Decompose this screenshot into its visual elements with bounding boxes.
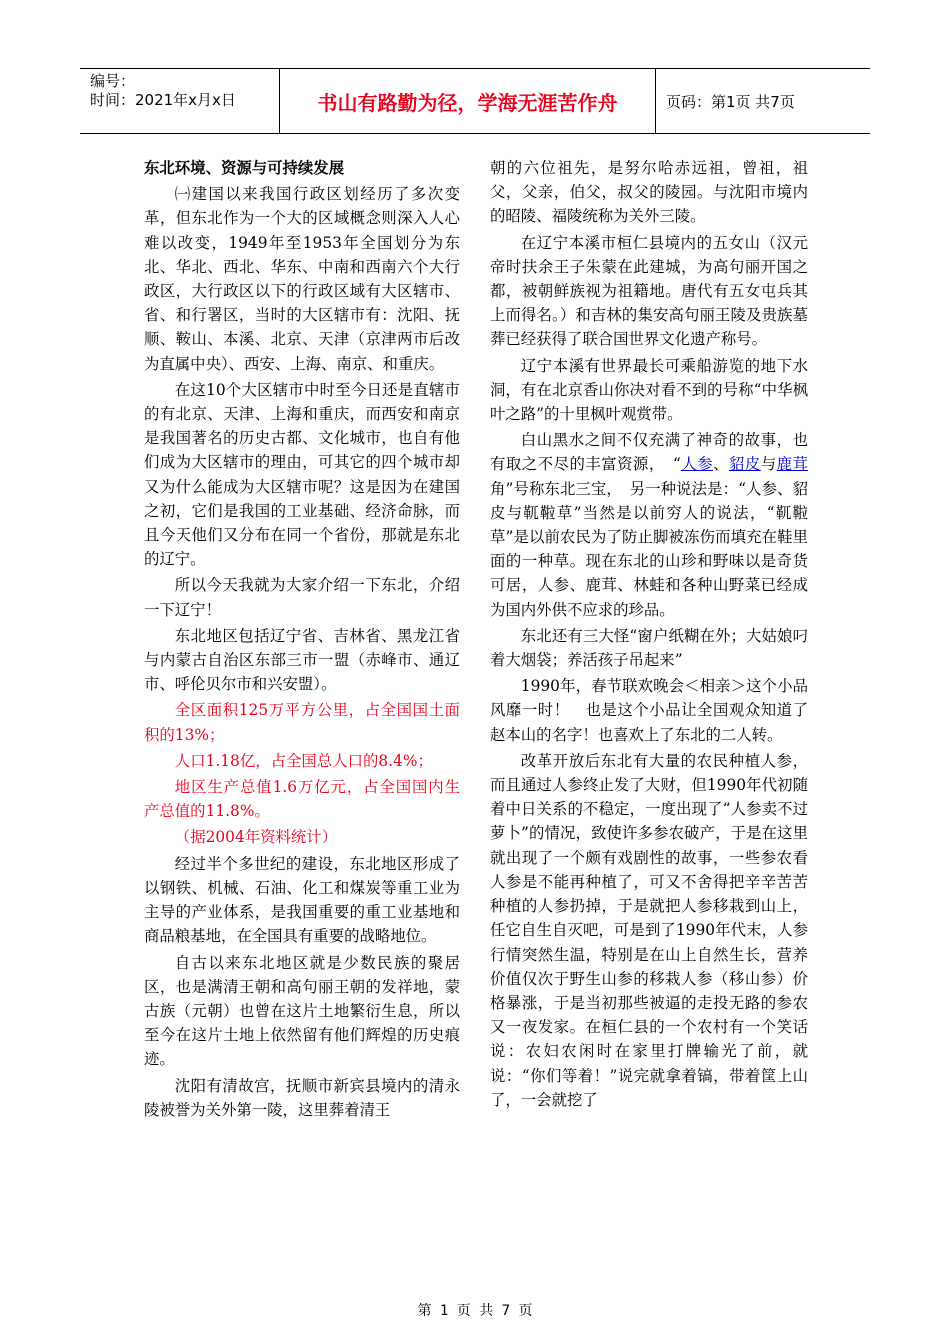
paragraph: 经过半个多世纪的建设，东北地区形成了以钢铁、机械、石油、化工和煤炭等重工业为主导的产业体系，是我国重要的重工业基地和商品粮基地，在全国具有重要的战略地位。: [144, 854, 460, 946]
paragraph: 所以今天我就为大家介绍一下东北，介绍一下辽宁！: [144, 576, 460, 619]
number-label: 编号：: [90, 72, 136, 90]
paragraph: 辽宁本溪有世界最长可乘船游览的地下水洞，有在北京香山你决对看不到的号称“中华枫叶之路”的十里枫叶观赏带。: [490, 356, 808, 424]
header-motto: 书山有路勤为径，学海无涯苦作舟: [280, 69, 656, 133]
text-run: 、: [713, 455, 729, 474]
text-run: 白山黑水之间不仅充满了神奇的故事，也有取之不尽的丰富资源， “: [490, 431, 808, 474]
link-ginseng[interactable]: 人参: [680, 455, 714, 474]
page-footer: 第 1 页 共 7 页: [417, 1303, 533, 1319]
article-title: 东北环境、资源与可持续发展: [144, 159, 345, 177]
paragraph: 东北地区包括辽宁省、吉林省、黑龙江省与内蒙古自治区东部三市一盟（赤峰市、通辽市、呼伦贝尔市和兴安盟）。: [144, 626, 460, 694]
header-meta: [80, 69, 280, 133]
paragraph: 在这10个大区辖市中时至今日还是直辖市的有北京、天津、上海和重庆，而西安和南京是我国著名的历史古都、文化城市，也自有他们成为大区辖市的理由，可其它的四个城市却又为什么能成为大区辖市呢？这是因为在建国之初，它们是我国的工业基础、经济命脉，而且今天他们又分布在同一个省份，那就是东北的辽宁。: [144, 380, 460, 569]
stat-source: （据2004年资料统计）: [174, 828, 338, 847]
stat-population: 人口1.18亿，占全国总人口的8.4%；: [174, 751, 433, 770]
paragraph: 改革开放后东北有大量的农民种植人参，而且通过人参终止发了大财，但1990年代初随着中日关系的不稳定，一度出现了“人参卖不过萝卜”的情况，致使许多参农破产，于是在这里就出现了一个颇有戏剧性的故事，一些参农看人参是不能再种植了，可又不舍得把辛辛苦苦种植的人参扔掉，于是就把人参移栽到山上，任它自生自灭吧，可是到了1990年代末，人参行情突然生温，特别是在山上自然生长，营养价值仅次于野生山参的移栽人参（移山参）价格暴涨，于是当初那些被逼的走投无路的参农又一夜发家。在桓仁县的一个农村有一个笑话说：农妇农闲时在家里打牌输光了前，就说：“你们等着！”说完就拿着镐，带着筐上山了，一会就挖了: [490, 751, 808, 1109]
paragraph: ㈠建国以来我国行政区划经历了多次变革，但东北作为一个大的区域概念则深入人心难以改变，1949年至1953年全国划分为东北、华北、西北、华东、中南和西南六个大行政区，大行政区以下的行政区域有大区辖市、省、和行署区，当时的大区辖市有：沈阳、抚顺、鞍山、本溪、北京、天津（京津两市后改为直属中央）、西安、上海、南京、和重庆。: [144, 185, 460, 373]
link-mink-fur[interactable]: 貂皮: [729, 455, 761, 474]
page-header: [80, 68, 870, 134]
paragraph: 沈阳有清故宫，抚顺市新宾县境内的清永陵被誉为关外第一陵，这里葬着清王: [144, 1076, 460, 1119]
paragraph: 东北还有三大怪“窗户纸糊在外；大姑娘叼着大烟袋；养活孩子吊起来”: [490, 626, 808, 670]
stat-gdp: 地区生产总值1.6万亿元，占全国国内生产总值的11.8%。: [144, 778, 460, 821]
right-column: [490, 156, 808, 1114]
left-column: [144, 156, 460, 1124]
time-label: 时间：2021年x月x日: [90, 91, 236, 109]
paragraph-resources: [490, 428, 808, 622]
stat-area: 全区面积125万平方公里，占全国国土面积的13%；: [144, 701, 460, 744]
paragraph: 自古以来东北地区就是少数民族的聚居区，也是满清王朝和高句丽王朝的发祥地，蒙古族（元朝）也曾在这片土地繁衍生息，所以至今在这片土地上依然留有他们辉煌的历史痕迹。: [144, 953, 460, 1069]
header-page-code: 页码：第1页 共7页: [666, 92, 795, 111]
link-antler[interactable]: 鹿茸: [776, 455, 808, 474]
text-run: 与: [760, 455, 777, 474]
paragraph: 1990年，春节联欢晚会＜相亲＞这个小品风靡一时！ 也是这个小品让全国观众知道了赵本山的名字！也喜欢上了东北的二人转。: [490, 677, 808, 744]
paragraph: 朝的六位祖先，是努尔哈赤远祖，曾祖，祖父，父亲，伯父，叔父的陵园。与沈阳市境内的昭陵、福陵统称为关外三陵。: [490, 159, 808, 226]
text-run: 角”号称东北三宝， 另一种说法是：“人参、貂皮与靰鞡草”当然是以前穷人的说法，“靰鞡草”是以前农民为了防止脚被冻伤而填充在鞋里面的一种草。现在东北的山珍和野味以是奇货可居，人参、鹿茸、林蛙和各种山野菜已经成为国内外供不应求的珍品。: [490, 479, 808, 619]
paragraph: 在辽宁本溪市桓仁县境内的五女山（汉元帝时扶余王子朱蒙在此建城，为高句丽开国之都，被朝鲜族视为祖籍地。唐代有五女屯兵其上而得名。）和吉林的集安高句丽王陵及贵族墓葬已经获得了联合国世界文化遗产称号。: [490, 233, 808, 349]
